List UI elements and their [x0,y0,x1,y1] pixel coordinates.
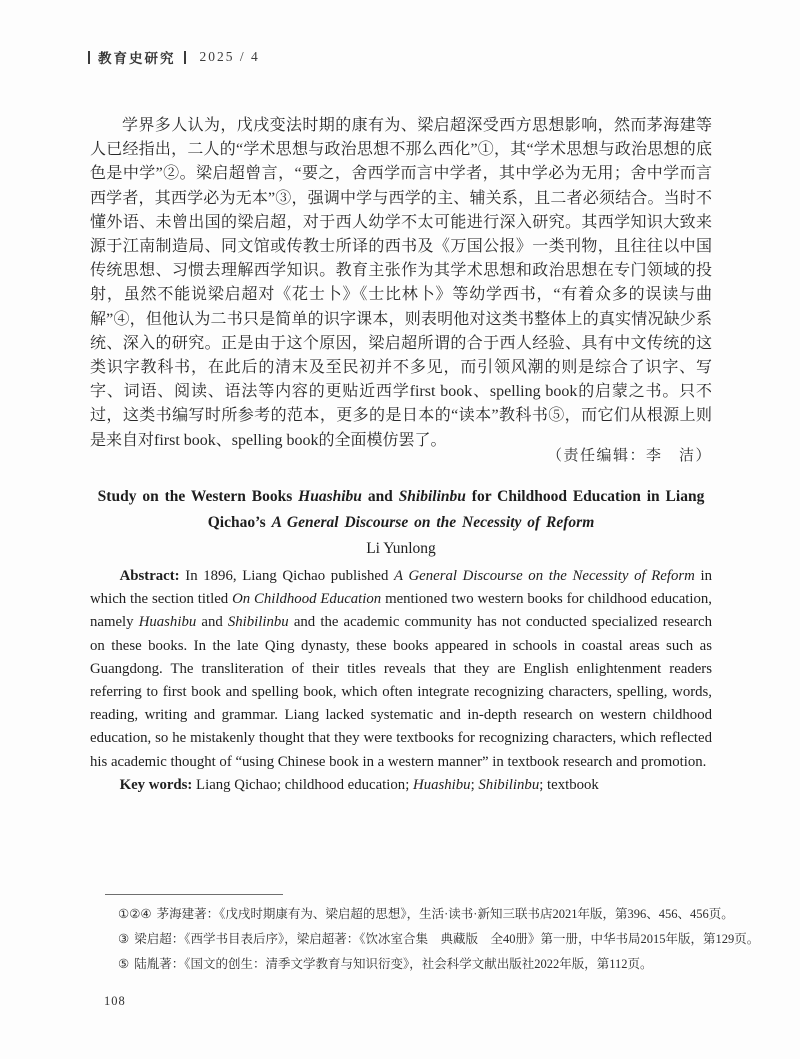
abstract-paragraph [90,565,712,774]
footnote-text: 梁启超：《西学书目表后序》，梁启超著：《饮冰室合集 典藏版 全40册》第一册，中华书局2015年版，第129页。 [134,932,760,946]
keywords-text: Liang Qichao; childhood education; Huashibu; Shibilinbu; textbook [196,776,599,793]
footnote [105,902,734,927]
footnote-marker: ①②④ [118,907,152,921]
page-header [88,47,260,67]
abstract-text: In 1896, Liang Qichao published A General Discourse on the Necessity of Reform in which the section titled On Childhood Education mentioned two western books for childhood education, namely Huashibu and Shibilinbu and the academic community has not conducted specialized research on these books. In the late Qing dynasty, these books appeared in schools in coastal areas such as Guangdong. The transliteration of their titles reveals that they are English enlightenment readers referring to first book and spelling book, which often integrate recognizing characters, spelling, words, reading, writing and grammar. Liang lacked systematic and in-depth research on western childhood education, so he mistakenly thought that they were textbooks for recognizing characters, which reflected his academic thought of “using Chinese book in a western manner” in textbook research and promotion. [90,568,712,770]
english-section [90,484,712,797]
footnote-text: 陆胤著：《国文的创生：清季文学教育与知识衍变》，社会科学文献出版社2022年版，第112页。 [134,957,653,971]
issue-label: 2025 / 4 [199,49,260,64]
body-paragraph: 学界多人认为，戊戌变法时期的康有为、梁启超深受西方思想影响，然而茅海建等人已经指出，二人的“学术思想与政治思想不那么西化”①，其“学术思想与政治思想的底色是中学”②。梁启超曾言，“要之，舍西学而言中学者，其中学必为无用；舍中学而言西学者，其西学必为无本”③，强调中学与西学的主、辅关系，且二者必须结合。当时不懂外语、未曾出国的梁启超，对于西人幼学不太可能进行深入研究。其西学知识大致来源于江南制造局、同文馆或传教士所译的西书及《万国公报》一类刊物，且往往以中国传统思想、习惯去理解西学知识。教育主张作为其学术思想和政治思想在专门领域的投射，虽然不能说梁启超对《花士卜》《士比林卜》等幼学西书，“有着众多的误读与曲解”④，但他认为二书只是简单的识字课本，则表明他对这类书整体上的真实情况缺少系统、深入的研究。正是由于这个原因，梁启超所谓的合于西人经验、具有中文传统的这类识字教科书，在此后的清末及至民初并不多见，而引领风潮的则是综合了识字、写字、词语、阅读、语法等内容的更贴近西学first book、spelling book的启蒙之书。只不过，这类书编写时所参考的范本，更多的是日本的“读本”教科书⑤，而它们从根源上则是来自对first book、spelling book的全面模仿罢了。 [90,117,712,449]
footnote [105,952,725,977]
editor-note: （责任编辑：李 洁） [546,448,712,464]
author-name: Li Yunlong [366,540,436,557]
keywords-line [90,774,712,797]
footnote-divider [105,894,283,895]
footnote [105,927,760,952]
footnotes-section [105,894,760,977]
abstract-label: Abstract: [119,568,180,584]
page-number: 108 [104,994,126,1008]
header-bar-right-icon [184,51,186,64]
keywords-label: Key words: [119,776,193,793]
footnote-marker: ③ [118,932,130,946]
journal-name: 教育史研究 [98,51,176,66]
footnote-text: 茅海建著：《戊戌时期康有为、梁启超的思想》，生活·读书·新知三联书店2021年版，第396、456、456页。 [156,907,734,921]
footnote-marker: ⑤ [118,957,130,971]
header-bar-left-icon [88,51,90,64]
english-title: Study on the Western Books Huashibu and Shibilinbu for Childhood Education in Liang Qichao’s A General Discourse on the Necessity of Reform [97,488,705,531]
